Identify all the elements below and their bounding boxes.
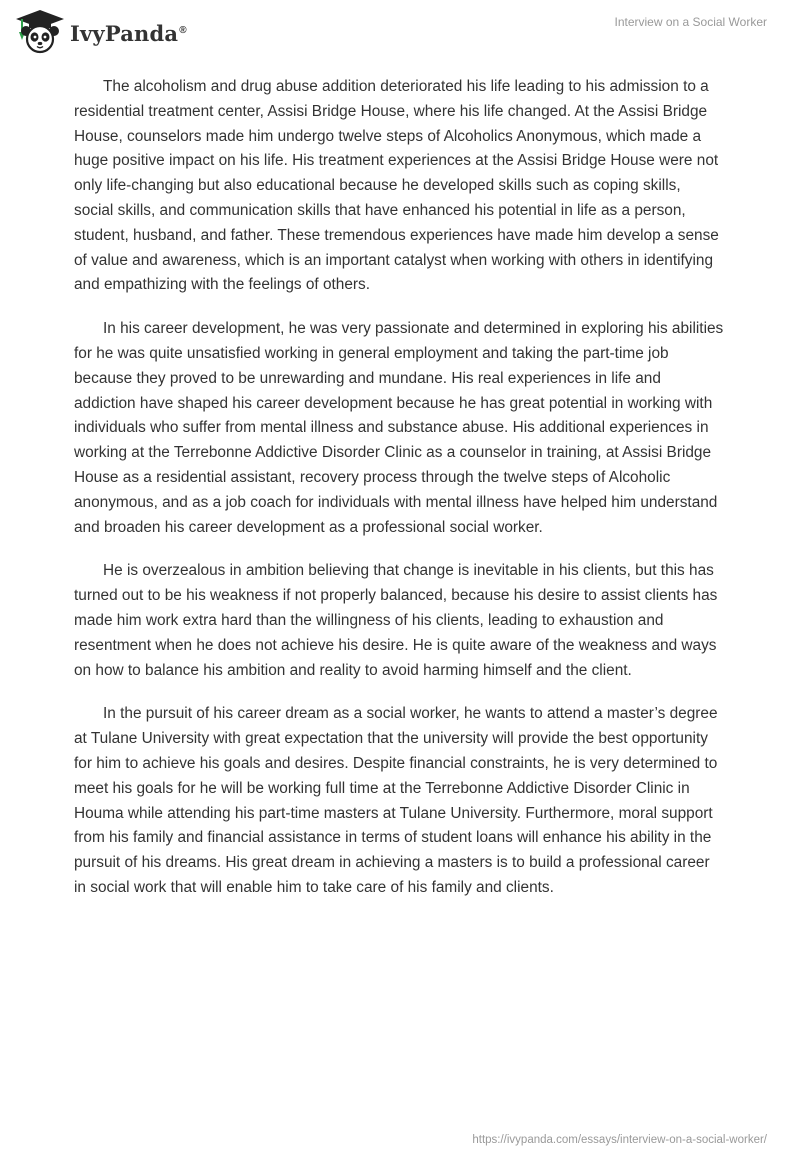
panda-graduate-icon (14, 8, 66, 54)
paragraph: The alcoholism and drug abuse addition deteriorated his life leading to his admission to a residential treatment center, Assisi Bridge House, where his life changed. At the Assisi Bridge House, counselors made him undergo twelve steps of Alcoholics Anonymous, which made a huge positive impact on his life. His treatment experiences at the Assisi Bridge House were not only life-changing but also educational because he developed skills such as coping skills, social skills, and communication skills that have enhanced his potential in life as a person, student, husband, and father. These tremendous experiences have made him develop a sense of value and awareness, which is an important catalyst when working with others in identifying and empathizing with the feelings of others. (74, 78, 719, 294)
essay-body (74, 75, 724, 920)
paragraph: In the pursuit of his career dream as a social worker, he wants to attend a master’s degree at Tulane University with great expectation that the university will provide the best opportunity for him to achieve his goals and desires. Despite financial constraints, he is very determined to meet his goals for he will be working full time at the Terrebonne Addictive Disorder Clinic in Houma while attending his part-time masters at Tulane University. Furthermore, moral support from his family and financial assistance in terms of student loans will enhance his ability in the pursuit of his dreams. His great dream in achieving a masters is to build a professional career in social work that will enable him to take care of his family and clients. (74, 705, 718, 896)
brand-name: IvyPanda® (70, 20, 187, 46)
paragraph: He is overzealous in ambition believing that change is inevitable in his clients, but this has turned out to be his weakness if not properly balanced, because his desire to assist clients has made him work extra hard than the willingness of his clients, leading to exhaustion and resentment when he does not achieve his desire. He is quite aware of the weakness and ways on how to balance his ambition and reality to avoid harming himself and the client. (74, 562, 718, 679)
registered-mark: ® (179, 24, 187, 36)
document-title: Interview on a Social Worker (614, 15, 767, 29)
paragraph: In his career development, he was very passionate and determined in exploring his abilities for he was quite unsatisfied working in general employment and taking the part-time job because they proved to be unrewarding and mundane. His real experiences in life and addiction have shaped his career development because he has great potential in working with individuals who suffer from mental illness and substance abuse. His additional experiences in working at the Terrebonne Addictive Disorder Clinic as a counselor in training, at Assisi Bridge House as a residential assistant, recovery process through the twelve steps of Alcoholic anonymous, and as a job coach for individuals with mental illness have helped him understand and broaden his career development as a professional social worker. (74, 320, 724, 536)
brand-logo[interactable] (14, 8, 187, 54)
source-url[interactable]: https://ivypanda.com/essays/interview-on-a-social-worker/ (472, 1134, 767, 1146)
page-header (0, 0, 800, 60)
